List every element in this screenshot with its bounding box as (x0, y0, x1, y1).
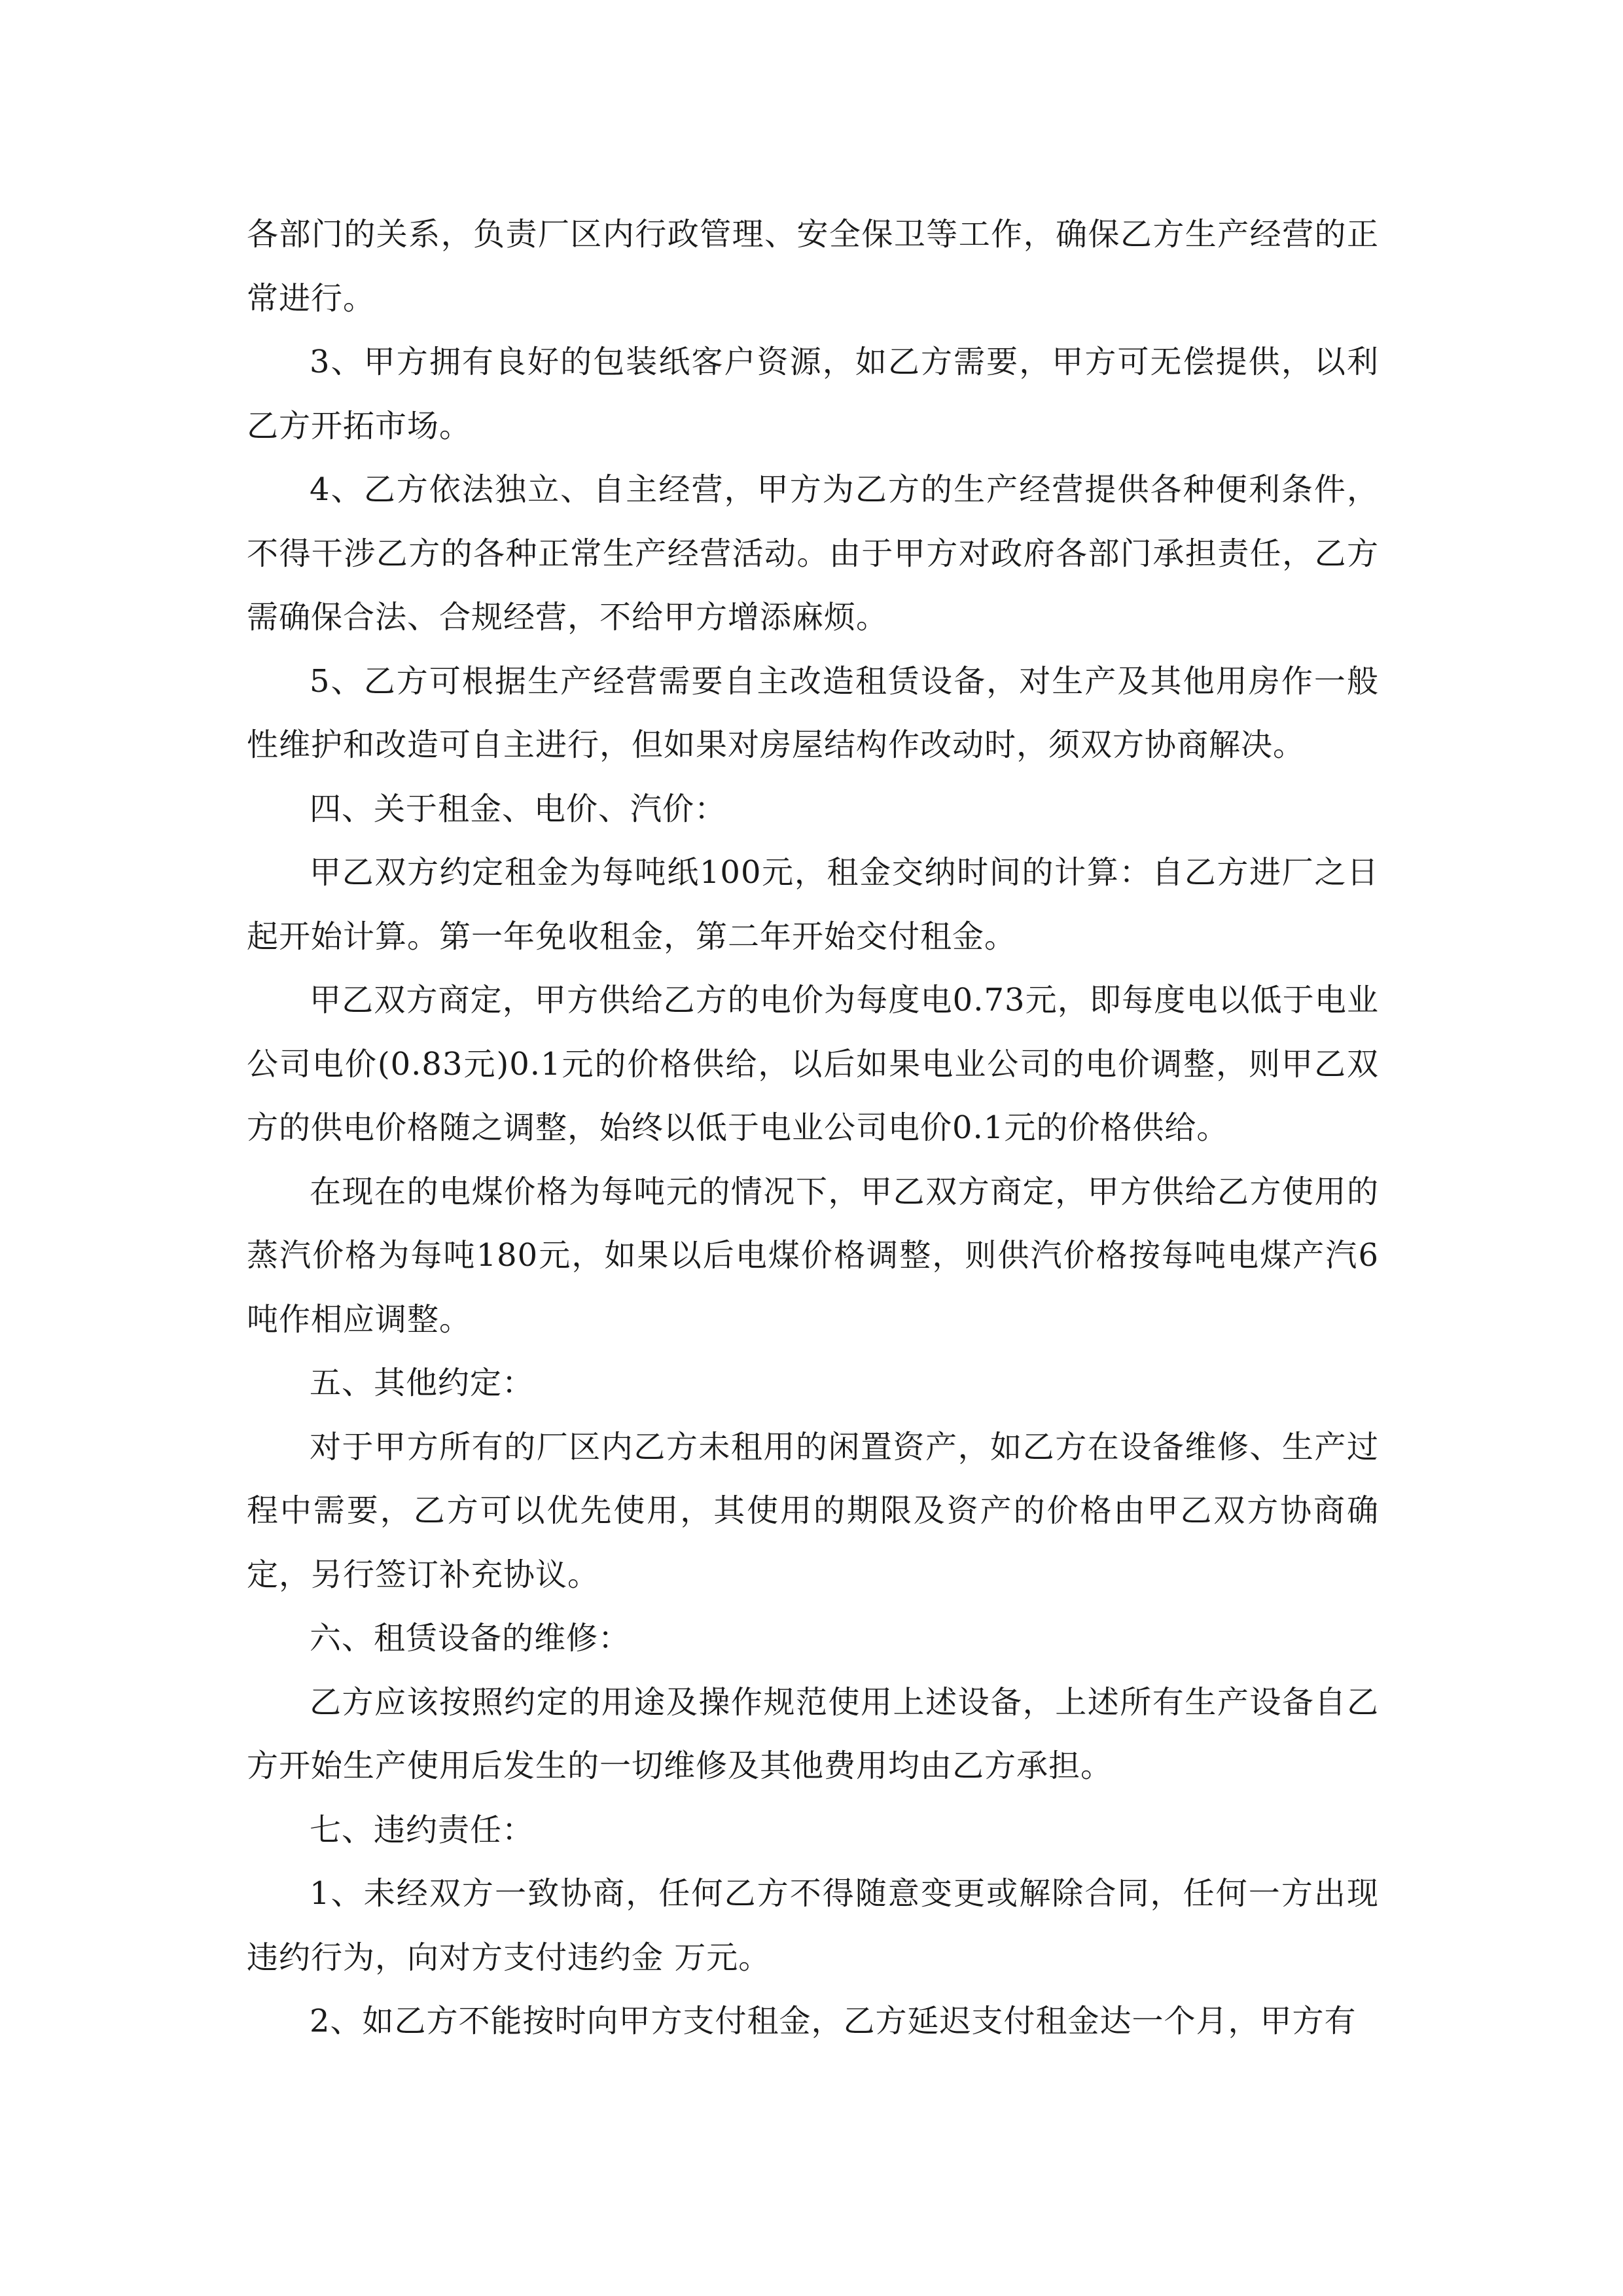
paragraph-continued-duties: 各部门的关系，负责厂区内行政管理、安全保卫等工作，确保乙方生产经营的正常进行。 (247, 216, 1379, 317)
section-heading-breach-liability: 七、违约责任： (310, 1811, 535, 1848)
paragraph-maintenance: 乙方应该按照约定的用途及操作规范使用上述设备，上述所有生产设备自乙方开始生产使用后发生的一切维修及其他费用均由乙方承担。 (247, 1683, 1379, 1784)
paragraph-clause-4: 4、乙方依法独立、自主经营，甲方为乙方的生产经营提供各种便利条件，不得干涉乙方的各种正常生产经营活动。由于甲方对政府各部门承担责任，乙方需确保合法、合规经营，不给甲方增添麻烦。 (247, 471, 1379, 636)
section-heading-equipment-maintenance: 六、租赁设备的维修： (310, 1620, 631, 1657)
section-heading-other-agreements: 五、其他约定： (310, 1365, 535, 1401)
paragraph-steam-price: 在现在的电煤价格为每吨元的情况下，甲乙双方商定，甲方供给乙方使用的蒸汽价格为每吨180元，如果以后电煤价格调整，则供汽价格按每吨电煤产汽6吨作相应调整。 (247, 1173, 1379, 1338)
paragraph-breach-clause-1: 1、未经双方一致协商，任何乙方不得随意变更或解除合同，任何一方出现违约行为，向对方支付违约金 万元。 (247, 1875, 1379, 1976)
paragraph-rent: 甲乙双方约定租金为每吨纸100元，租金交纳时间的计算：自乙方进厂之日起开始计算。第一年免收租金，第二年开始交付租金。 (247, 854, 1379, 955)
paragraph-electricity-price: 甲乙双方商定，甲方供给乙方的电价为每度电0.73元，即每度电以低于电业公司电价(0.83元)0.1元的价格供给，以后如果电业公司的电价调整，则甲乙双方的供电价格随之调整，始终以低于电业公司电价0.1元的价格供给。 (247, 982, 1379, 1146)
document-body (247, 203, 1379, 2054)
paragraph-idle-assets: 对于甲方所有的厂区内乙方未租用的闲置资产，如乙方在设备维修、生产过程中需要，乙方可以优先使用，其使用的期限及资产的价格由甲乙双方协商确定，另行签订补充协议。 (247, 1428, 1379, 1593)
paragraph-clause-5: 5、乙方可根据生产经营需要自主改造租赁设备，对生产及其他用房作一般性维护和改造可自主进行，但如果对房屋结构作改动时，须双方协商解决。 (247, 662, 1379, 763)
paragraph-clause-3: 3、甲方拥有良好的包装纸客户资源，如乙方需要，甲方可无偿提供，以利乙方开拓市场。 (247, 344, 1379, 444)
paragraph-breach-clause-2: 2、如乙方不能按时向甲方支付租金，乙方延迟支付租金达一个月，甲方有 (310, 2003, 1357, 2039)
section-heading-rent-prices: 四、关于租金、电价、汽价： (310, 790, 727, 827)
